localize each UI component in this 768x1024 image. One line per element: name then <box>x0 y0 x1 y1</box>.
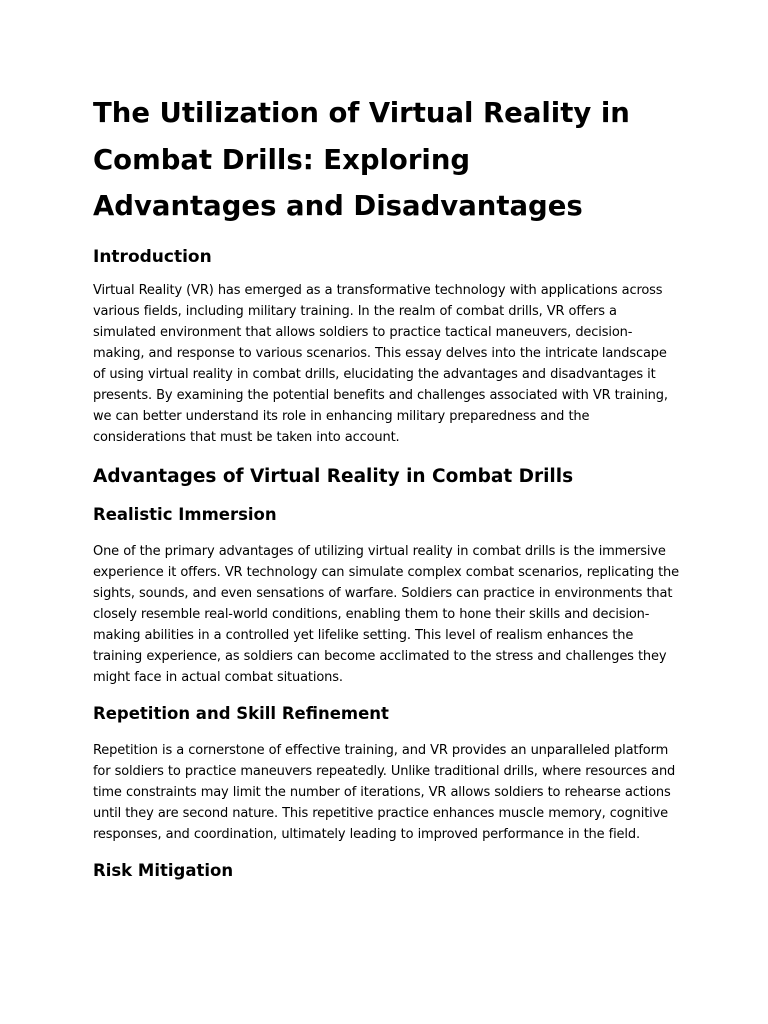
realistic-immersion-heading: Realistic Immersion <box>93 504 277 524</box>
repetition-paragraph: Repetition is a cornerstone of effective training, and VR provides an unparalleled platform for soldiers to practice maneuvers repeatedly. Unlike traditional drills, where resources and time constraints may limit the number of iterations, VR allows soldiers to rehearse actions until they are second nature. This repetitive practice enhances muscle memory, cognitive responses, and coordination, ultimately leading to improved performance in the field. <box>93 742 676 842</box>
repetition-heading: Repetition and Skill Refinement <box>93 703 389 723</box>
title-line-1: The Utilization of Virtual Reality in <box>93 97 630 129</box>
realistic-immersion-paragraph: One of the primary advantages of utilizing virtual reality in combat drills is the immersive experience it offers. VR technology can simulate complex combat scenarios, replicating the sights, sounds, and even sensations of warfare. Soldiers can practice in environments that closely resemble real-world conditions, enabling them to hone their skills and decision-making abilities in a controlled yet lifelike setting. This level of realism enhances the training experience, as soldiers can become acclimated to the stress and challenges they might face in actual combat situations. <box>93 543 679 685</box>
document-title <box>93 90 683 230</box>
title-line-3: Advantages and Disadvantages <box>93 190 583 222</box>
document-page <box>93 90 683 883</box>
title-line-2: Combat Drills: Exploring <box>93 143 471 176</box>
introduction-heading: Introduction <box>93 246 212 267</box>
introduction-paragraph: Virtual Reality (VR) has emerged as a transformative technology with applications across various fields, including military training. In the realm of combat drills, VR offers a simulated environment that allows soldiers to practice tactical maneuvers, decision-making, and response to various scenarios. This essay delves into the intricate landscape of using virtual reality in combat drills, elucidating the advantages and disadvantages it presents. By examining the potential benefits and challenges associated with VR training, we can better understand its role in enhancing military preparedness and the considerations that must be taken into account. <box>93 282 668 445</box>
risk-mitigation-heading: Risk Mitigation <box>93 860 234 880</box>
advantages-heading: Advantages of Virtual Reality in Combat Drills <box>93 465 574 487</box>
